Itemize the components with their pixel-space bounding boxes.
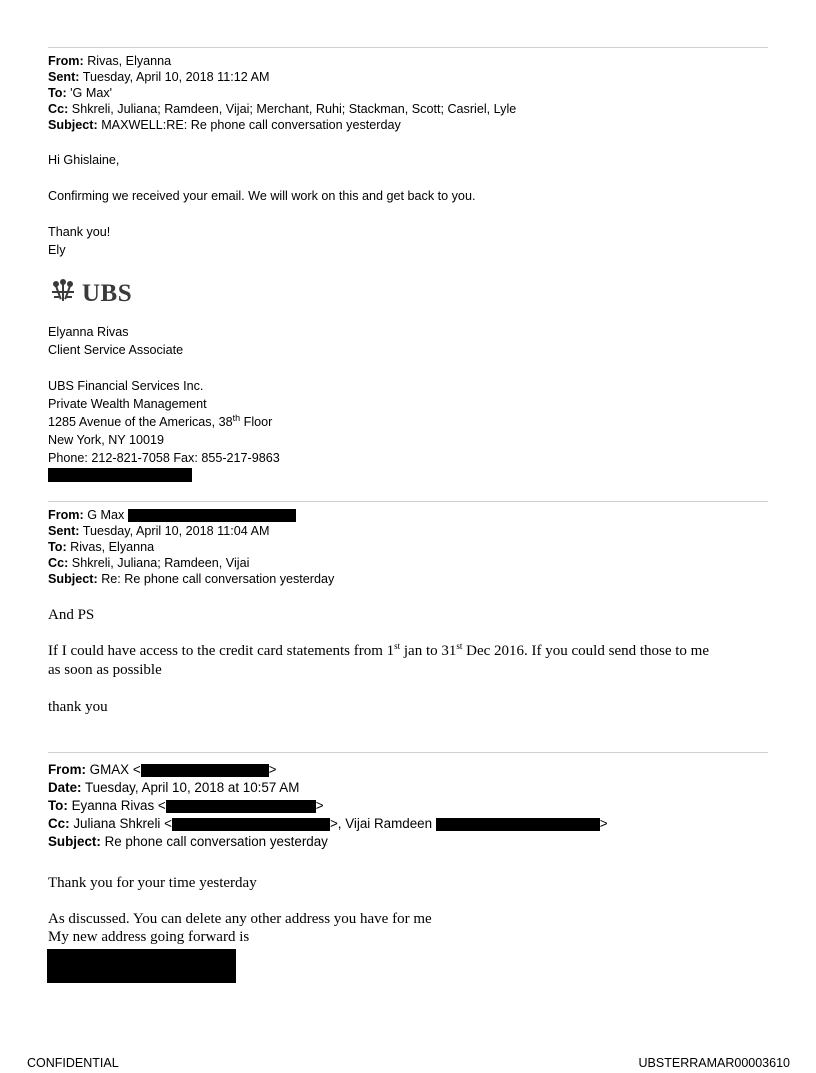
to-value-end: > — [315, 798, 324, 813]
subject-label: Subject: — [48, 118, 98, 132]
date-label: Date: — [48, 780, 82, 795]
redaction-bar — [128, 509, 296, 522]
date-value: Tuesday, April 10, 2018 at 10:57 AM — [84, 780, 300, 795]
email1-thanks: Thank you! — [48, 225, 111, 239]
from-value: G Max — [87, 508, 125, 522]
subject-value: Re: Re phone call conversation yesterday — [101, 572, 335, 586]
cc-label: Cc: — [48, 556, 69, 570]
body-text: jan to 31 — [400, 643, 457, 659]
separator-rule — [48, 752, 768, 753]
address-floor: Floor — [240, 415, 273, 429]
email2-body-line2: as soon as possible — [48, 662, 162, 678]
subject-value: MAXWELL:RE: Re phone call conversation yesterday — [101, 118, 401, 132]
email1-body: Confirming we received your email. We will work on this and get back to you. — [48, 189, 476, 203]
email2-opening: And PS — [48, 607, 95, 623]
separator-rule — [48, 47, 768, 48]
address-ordinal: th — [232, 412, 241, 423]
signature-name: Elyanna Rivas — [48, 325, 129, 339]
redaction-bar — [436, 818, 600, 831]
redaction-bar — [172, 818, 330, 831]
redaction-bar — [48, 468, 192, 482]
to-label: To: — [48, 86, 67, 100]
subject-label: Subject: — [48, 834, 101, 849]
email3-body3: My new address going forward is — [48, 929, 250, 945]
sent-label: Sent: — [48, 524, 80, 538]
address-street: 1285 Avenue of the Americas, 38 — [48, 415, 233, 429]
signature-city: New York, NY 10019 — [48, 433, 164, 447]
from-value-end: > — [268, 762, 277, 777]
email3-body1: Thank you for your time yesterday — [48, 875, 257, 891]
email2-body-line1 — [48, 642, 709, 661]
email3-body2: As discussed. You can delete any other address you have for me — [48, 911, 432, 927]
email2-subject-line — [48, 571, 334, 587]
to-value: Eyanna Rivas < — [71, 798, 166, 813]
from-value: Rivas, Elyanna — [87, 54, 172, 68]
to-label: To: — [48, 540, 67, 554]
cc-value: Shkreli, Juliana; Ramdeen, Vijai — [71, 556, 250, 570]
cc-value-end: > — [599, 816, 608, 831]
ubs-logo — [48, 278, 132, 309]
from-label: From: — [48, 508, 84, 522]
redaction-block — [47, 949, 236, 983]
ordinal-suffix: st — [456, 641, 463, 651]
email3-subject-line — [48, 834, 328, 850]
signature-title: Client Service Associate — [48, 343, 184, 357]
cc-value-mid: >, Vijai Ramdeen — [329, 816, 436, 831]
email2-cc-line — [48, 555, 249, 571]
from-value: GMAX < — [89, 762, 141, 777]
separator-rule — [48, 501, 768, 502]
cc-value: Shkreli, Juliana; Ramdeen, Vijai; Merchant, Ruhi; Stackman, Scott; Casriel, Lyle — [71, 102, 517, 116]
footer-confidential: CONFIDENTIAL — [27, 1056, 119, 1070]
email1-greeting: Hi Ghislaine, — [48, 153, 120, 167]
email2-to-line — [48, 539, 154, 555]
cc-label: Cc: — [48, 816, 70, 831]
email3-to-line — [48, 798, 324, 814]
email1-sent-line — [48, 69, 269, 85]
from-label: From: — [48, 54, 84, 68]
body-text: Dec 2016. If you could send those to me — [462, 643, 710, 659]
sent-value: Tuesday, April 10, 2018 11:12 AM — [82, 70, 270, 84]
to-value: 'G Max' — [70, 86, 113, 100]
subject-label: Subject: — [48, 572, 98, 586]
email2-closing: thank you — [48, 699, 108, 715]
footer-bates-number: UBSTERRAMAR00003610 — [638, 1056, 790, 1070]
cc-label: Cc: — [48, 102, 69, 116]
email1-to-line — [48, 85, 112, 101]
body-text: If I could have access to the credit card statements from 1 — [48, 643, 395, 659]
email2-from-line — [48, 507, 296, 523]
signature-company: UBS Financial Services Inc. — [48, 379, 204, 393]
email3-cc-line — [48, 816, 608, 832]
subject-value: Re phone call conversation yesterday — [104, 834, 328, 849]
sent-label: Sent: — [48, 70, 80, 84]
email1-sign: Ely — [48, 243, 66, 257]
email1-cc-line — [48, 101, 516, 117]
email1-subject-line — [48, 117, 401, 133]
email3-from-line — [48, 762, 276, 778]
sent-value: Tuesday, April 10, 2018 11:04 AM — [82, 524, 270, 538]
ordinal-suffix: st — [394, 641, 401, 651]
to-value: Rivas, Elyanna — [70, 540, 155, 554]
email2-sent-line — [48, 523, 269, 539]
signature-division: Private Wealth Management — [48, 397, 207, 411]
cc-value: Juliana Shkreli < — [73, 816, 172, 831]
email3-date-line — [48, 780, 299, 796]
signature-phone: Phone: 212-821-7058 Fax: 855-217-9863 — [48, 451, 280, 465]
ubs-keys-logo-icon — [48, 278, 78, 309]
to-label: To: — [48, 798, 68, 813]
ubs-logo-text: UBS — [82, 279, 133, 307]
signature-address — [48, 413, 272, 431]
email1-from-line — [48, 53, 171, 69]
redaction-bar — [141, 764, 269, 777]
redaction-bar — [166, 800, 316, 813]
from-label: From: — [48, 762, 86, 777]
